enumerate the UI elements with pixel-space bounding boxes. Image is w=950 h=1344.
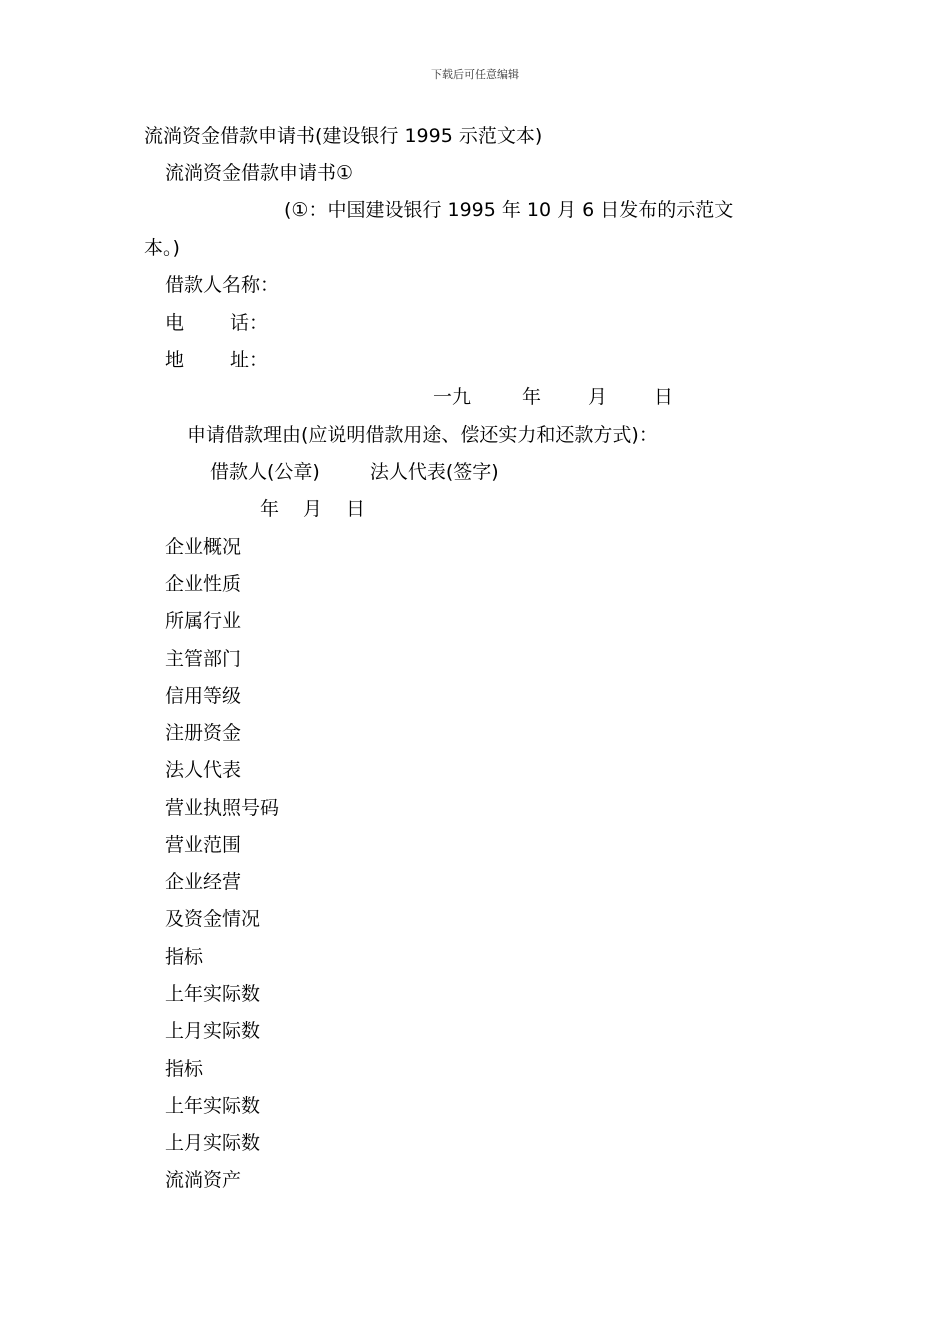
date2-month: 月 [303, 498, 323, 520]
list-item: 主管部门 [165, 648, 242, 670]
address-label-char-2: 址： [230, 349, 269, 371]
phone-label-char-1: 电 [165, 312, 185, 334]
list-item: 及资金情况 [165, 908, 261, 930]
list-item: 上月实际数 [165, 1020, 261, 1042]
loan-reason-label: 申请借款理由(应说明借款用途、偿还实力和还款方式)： [187, 424, 658, 446]
date-line-2 [260, 497, 365, 521]
list-item: 企业经营 [165, 871, 242, 893]
date2-year: 年 [260, 498, 280, 520]
signature-line [210, 460, 499, 484]
list-item: 法人代表 [165, 759, 242, 781]
footnote-line-1: (①：中国建设银行 1995 年 10 月 6 日发布的示范文 [284, 199, 734, 221]
list-item: 企业性质 [165, 573, 242, 595]
date1-century: 一九 [433, 386, 472, 408]
list-item: 上月实际数 [165, 1132, 261, 1154]
footnote-line-2: 本。) [144, 237, 180, 259]
date1-month: 月 [588, 386, 608, 408]
list-item: 信用等级 [165, 685, 242, 707]
company-seal-label: 借款人(公章) [210, 461, 320, 483]
doc-subtitle: 流淌资金借款申请书① [165, 162, 354, 184]
phone-label [165, 311, 268, 335]
list-item: 营业范围 [165, 834, 242, 856]
list-item: 流淌资产 [165, 1169, 242, 1191]
list-item: 企业概况 [165, 536, 242, 558]
list-item: 注册资金 [165, 722, 242, 744]
date2-day: 日 [346, 498, 366, 520]
doc-title: 流淌资金借款申请书(建设银行 1995 示范文本) [144, 125, 543, 147]
legal-rep-sign-label: 法人代表(签字) [369, 461, 499, 483]
address-label [165, 348, 268, 372]
date1-year: 年 [522, 386, 542, 408]
date1-day: 日 [654, 386, 674, 408]
list-item: 指标 [165, 1058, 204, 1080]
list-item: 营业执照号码 [165, 797, 280, 819]
address-label-char-1: 地 [165, 349, 185, 371]
list-item: 上年实际数 [165, 983, 261, 1005]
list-item: 所属行业 [165, 610, 242, 632]
date-line-1 [433, 385, 673, 409]
page-header: 下载后可任意编辑 [431, 68, 519, 81]
list-item: 上年实际数 [165, 1095, 261, 1117]
list-item: 指标 [165, 946, 204, 968]
phone-label-char-2: 话： [230, 312, 269, 334]
borrower-name-label: 借款人名称： [165, 274, 280, 296]
